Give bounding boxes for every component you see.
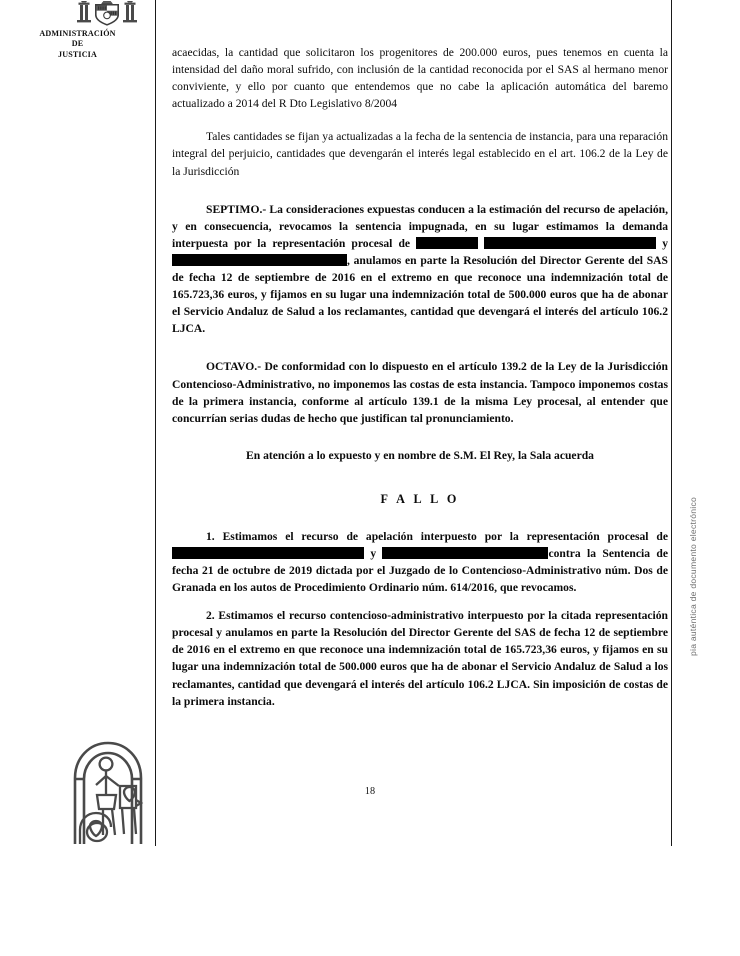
paragraph-continuation: acaecidas, la cantidad que solicitaron los progenitores de 200.000 euros, pues tenemos en cuenta la intensidad del daño moral sufrido, con inclusión de la cantidad reconocida por el SAS al hermano menor conviviente, y ello por cuanto que entendemos que no cabe la aplicación automática del baremo actualizado a 2014 del R Dto Legislativo 8/2004 [172,46,668,111]
fallo-1-conjunction: y [370,546,377,560]
septimo-text-part1: SEPTIMO.- La consideraciones expuestas conducen a la estimación del recurso de apelación, y en consecuencia, revocamos la sentencia impugnada, en su lugar estimamos la demanda interpuesta por la representación procesal de [172,202,668,250]
redaction-block-septimo-1 [416,237,478,249]
redaction-block-fallo-1 [172,547,364,559]
left-margin-column [0,0,155,956]
right-margin-rule [671,0,672,846]
margin-heading-line-3: JUSTICIA [58,49,97,59]
septimo-conjunction: y [662,236,668,250]
redaction-block-fallo-2 [382,547,548,559]
fallo-1-text-part1: 1. Estimamos el recurso de apelación interpuesto por la representación procesal de [206,529,668,543]
page-number: 18 [364,786,376,797]
redaction-block-septimo-3 [172,254,347,266]
left-margin-rule [155,0,156,846]
redaction-block-septimo-2 [484,237,656,249]
spanish-coat-of-arms-icon [76,1,138,27]
document-body [172,44,668,710]
electronic-copy-note: pia auténtica de documento electrónico [688,496,698,656]
paragraph-octavo: OCTAVO.- De conformidad con lo dispuesto en el artículo 139.2 de la Ley de la Jurisdicción Contencioso-Administrativo, no imponemos las costas de esta instancia. Tampoco imponemos costas de la primera instancia, conforme al artículo 139.1 de la misma Ley procesal, al entender que concurrían serias dudas de hecho que justifican tal pronunciamiento. [172,360,668,425]
septimo-text-part2: , anulamos en parte la Resolución del Director Gerente del SAS de fecha 12 de septiembre de 2016 en el extremo en que reconoce una indemnización total de 165.723,36 euros, y fijamos en su lugar una indemnización total de 500.000 euros que ha de abonar el Servicio Andaluz de Salud a los reclamantes, cantidad que devengará el interés del artículo 106.2 LJCA. [172,253,668,336]
fallo-heading: F A L L O [380,491,460,506]
paragraph-actualizadas: Tales cantidades se fijan ya actualizadas a la fecha de la sentencia de instancia, para una reparación integral del perjuicio, cantidades que devengarán el interés legal establecido en el art. 106.2 de la Ley de la Jurisdicción [172,130,668,178]
margin-heading-line-1: ADMINISTRACIÓN [39,29,116,38]
paragraph-fallo-2: 2. Estimamos el recurso contencioso-administrativo interpuesto por la citada representación procesal y anulamos en parte la Resolución del Director Gerente del SAS de fecha 12 de septiembre de 2016 en el extremo en que reconoce una indemnización total de 165.723,36 euros, y fijamos en su lugar una indemnización total de 500.000 euros que ha de abonar el Servicio Andaluz de Salud a los reclamantes, cantidad que devengará el interés del artículo 106.2 LJCA. Sin imposición de costas de la primera instancia. [172,609,668,708]
margin-heading-line-2: DE [71,39,84,49]
paragraph-septimo [172,201,668,338]
paragraph-en-atencion: En atención a lo expuesto y en nombre de S.M. El Rey, la Sala acuerda [246,448,594,462]
margin-heading [0,29,155,60]
fallo-1-text-part2: contra la Sentencia de fecha 21 de octubre de 2019 dictada por el Juzgado de lo Contencioso-Administrativo núm. Dos de Granada en los autos de Procedimiento Ordinario núm. 614/2016, que revocamos. [172,546,668,595]
paragraph-fallo-1 [172,528,668,596]
